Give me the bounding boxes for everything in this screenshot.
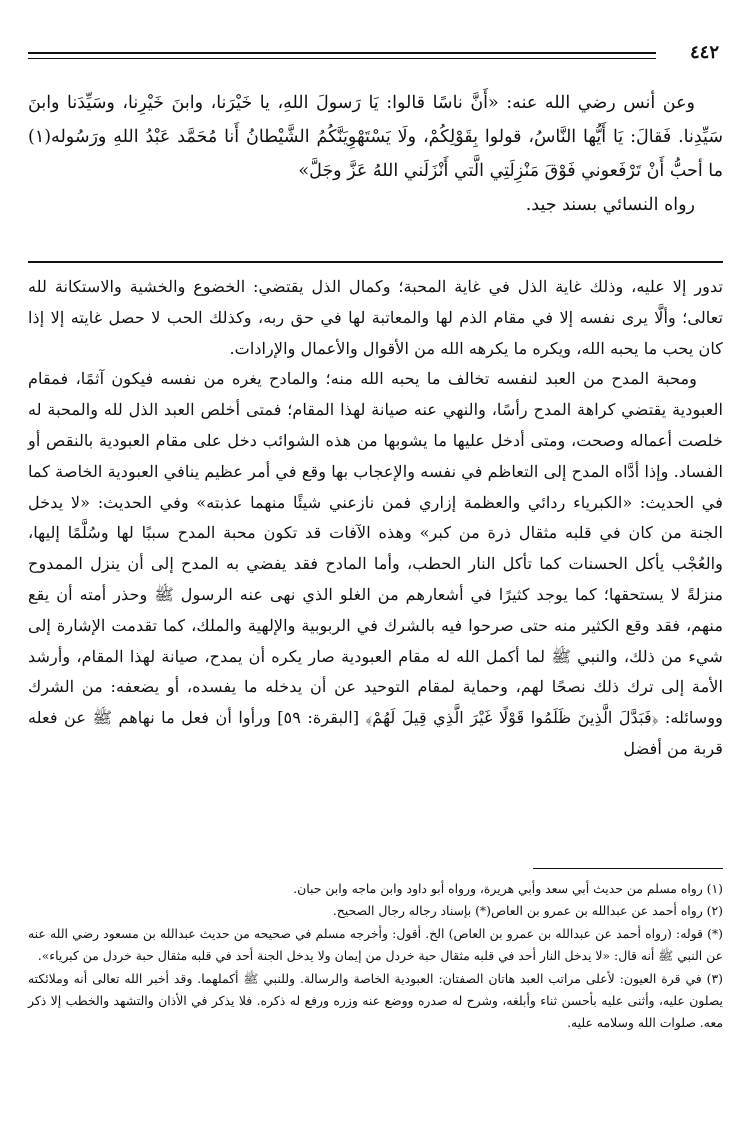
header-rule bbox=[28, 52, 656, 59]
footnote-2: (٢) رواه أحمد عن عبدالله بن عمرو بن العاص(*) بإسناد رجاله رجال الصحيح. bbox=[332, 903, 723, 919]
commentary-block bbox=[28, 272, 723, 765]
page-number: ٤٤٢ bbox=[689, 42, 719, 63]
book-page bbox=[28, 0, 723, 1126]
commentary-paragraph-1: تدور إلا عليه، وذلك غاية الذل في غاية المحبة؛ وكمال الذل يقتضي: الخضوع والخشية والاستكانة لله تعالى؛ وألَّا يرى نفسه إلا في مقام الذم لها والمعاتبة لها في حق ربه، وكذلك الحب لا حصل غايته إلا إذا كان يحب ما يحبه الله، ويكره ما يكرهه الله من الأقوال والأعمال والإرادات. bbox=[28, 277, 723, 358]
footnote-divider bbox=[533, 868, 723, 869]
footnote-star: (*) قوله: (رواه أحمد عن عبدالله بن عمرو بن العاص) الخ. أقول: وأخرجه مسلم في صحيحه من حديث عبدالله بن مسعود رضي الله عنه عن النبي ﷺ أنه قال: «لا يدخل النار أحد في قلبه مثقال حبة خردل من إيمان ولا يدخل الجنة أحد في قلبه مثقال حبة خردل من كبرياء». bbox=[28, 925, 723, 964]
hadith-block bbox=[28, 86, 723, 222]
commentary-paragraph-2: ومحبة المدح من العبد لنفسه تخالف ما يحبه الله منه؛ والمادح يغره من نفسه فيكون آثمًا، فمقام العبودية يقتضي كراهة المدح رأسًا، والنهي عنه صيانة لهذا المقام؛ فمتى أخلص العبد الذل لله والمحبة له خلصت أعماله وصحت، ومتى أدخل عليها ما يشوبها من هذه الشوائب دخل على مقام العبودية بالنقص أو الفساد. وإذا أدَّاه المدح إلى التعاظم في نفسه والإعجاب بها وقع في أمر عظيم ينافي العبودية الخاصة كما في الحديث: «الكبرياء ردائي والعظمة إزاري فمن نازعني شيئًا منهما عذبته» وفي الحديث: «لا يدخل الجنة من كان في قلبه مثقال ذرة من كبر» وهذه الآفات قد تكون محبة المدح سببًا لها وسُلَّمًا إليها، والعُجْب يأكل الحسنات كما تأكل النار الحطب، وأما المادح فقد يفضي به المدح إلى أن ينزل الممدوح منزلةً لا يستحقها؛ كما يوجد كثيرًا في أشعارهم من الغلو الذي نهى عنه الرسول ﷺ وحذر أمته أن يقع منهم، فقد وقع الكثير منه حتى صرحوا فيه بالشرك في الربوبية والإلهية والملك، كما تقدمت الإشارة إلى شيء من ذلك، والنبي ﷺ لما أكمل الله له مقام العبودية صار يكره أن يمدح، صيانة لهذا المقام، وأرشد الأمة إلى ترك ذلك نصحًا لهم، وحماية لمقام التوحيد عن أن يدخله ما يفسده، أو يضعفه: من الشرك ووسائله: ﴿فَبَدَّلَ الَّذِينَ ظَلَمُوا قَوْلًا غَيْرَ الَّذِي قِيلَ لَهُمْ﴾ [البقرة: ٥٩] ورأوا أن فعل ما نهاهم ﷺ عن فعله قربة من أفضل bbox=[28, 369, 723, 758]
footnote-3: (٣) في قرة العيون: لأعلى مراتب العبد هاتان الصفتان: العبودية الخاصة والرسالة. وللنبي ﷺ أكملهما. وقد أخبر الله تعالى أنه وملائكته يصلون عليه، وأثنى عليه بأحسن ثناء وأبلغه، وشرح له صدره ووضع عنه وزره ورفع له ذكره. فلا يذكر في الأذان والتشهد والخطب إلا ذكر معه. صلوات الله وسلامه عليه. bbox=[28, 970, 723, 1031]
hadith-source: رواه النسائي بسند جيد. bbox=[525, 195, 695, 215]
page-header bbox=[28, 40, 723, 68]
footnotes-block bbox=[28, 878, 723, 1035]
footnote-1: (١) رواه مسلم من حديث أبي سعد وأبي هريرة، ورواه أبو داود وابن ماجه وابن حبان. bbox=[293, 881, 723, 896]
hadith-text: وعن أنس رضي الله عنه: «أَنَّ ناسًا قالوا: يَا رَسولَ اللهِ، يا خَيْرَنا، وابنَ خَيْرِنا، وسَيِّدَنا وابنَ سَيِّدِنا. فَقالَ: يَا أَيُّها النَّاسُ، قولوا بِقَوْلِكُمْ، ولَا يَسْتَهْوِيَنَّكُمُ الشَّيْطانُ أَنا مُحَمَّد عَبْدُ اللهِ ورَسُوله(١) ما أحبُّ أَنْ تَرْفَعوني فَوْقَ مَنْزِلَتِي الَّتي أَنْزَلَني اللهُ عَزَّ وجَلَّ» bbox=[28, 93, 723, 181]
section-divider bbox=[28, 261, 723, 263]
